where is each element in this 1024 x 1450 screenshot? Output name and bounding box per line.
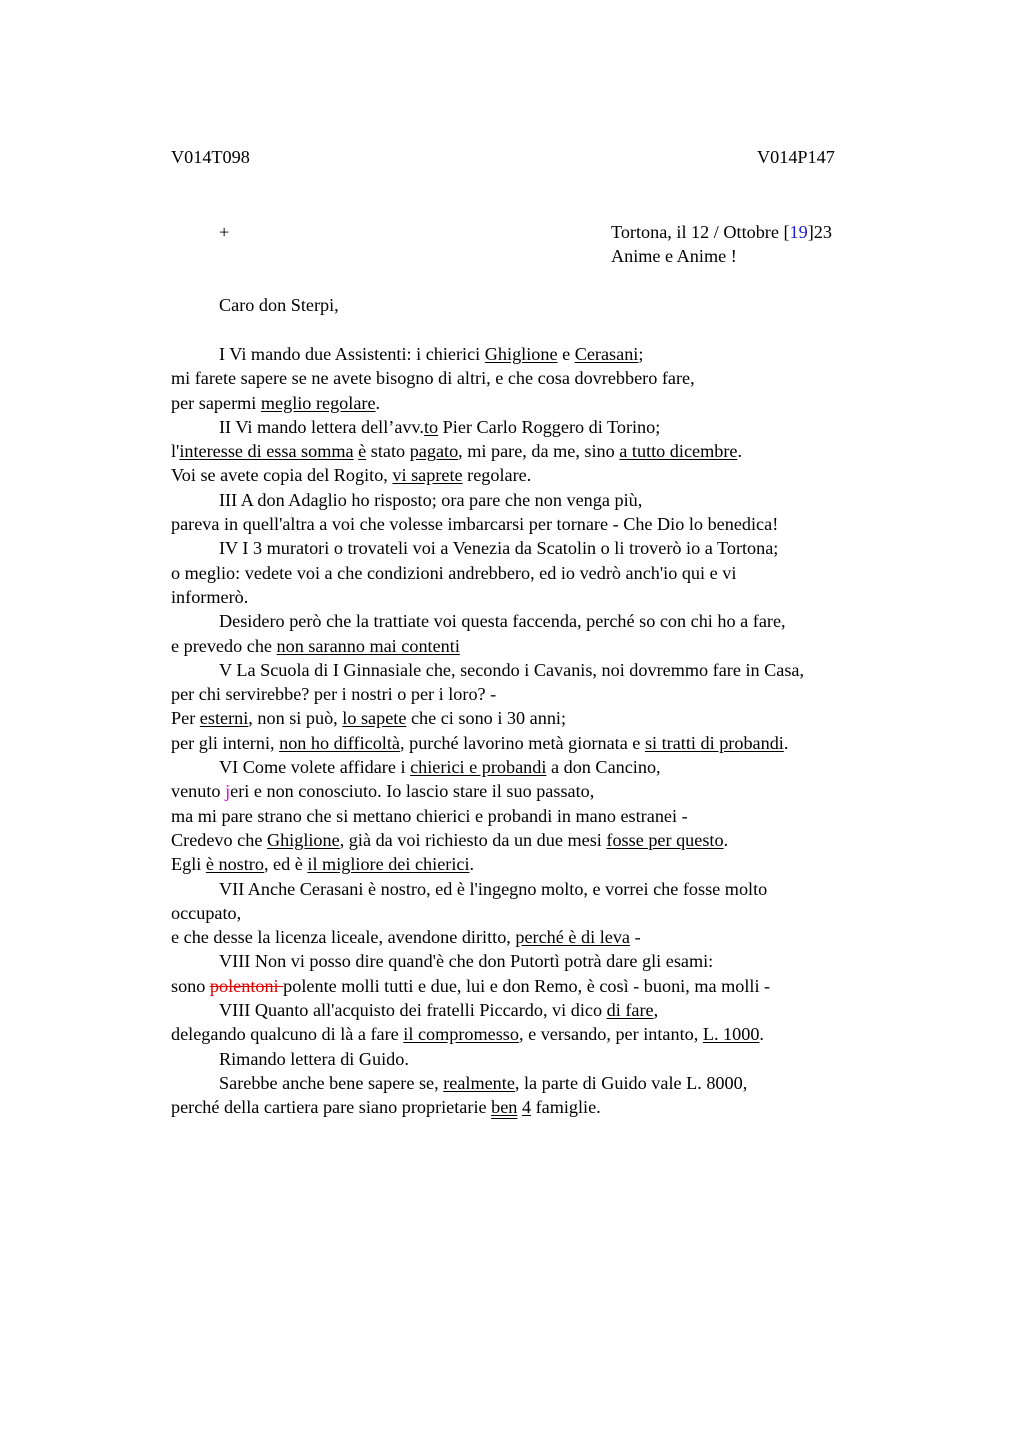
text-segment: eri e non conosciuto. Io lascio stare il suo passato, bbox=[230, 781, 595, 802]
underlined-text: realmente bbox=[443, 1072, 515, 1093]
text-segment: . bbox=[723, 829, 729, 850]
text-segment: , la parte di Guido vale L. 8000, bbox=[514, 1072, 748, 1093]
underlined-text: si tratti di probandi bbox=[644, 732, 784, 753]
text-segment: III A don Adaglio ho risposto; ora pare che non venga più, bbox=[219, 489, 643, 510]
text-segment: a don Cancino, bbox=[546, 757, 661, 778]
right-reference-code: V014P147 bbox=[757, 147, 835, 167]
text-segment: Pier Carlo Roggero di Torino; bbox=[438, 416, 661, 437]
text-segment: IV I 3 muratori o trovateli voi a Venezia da Scatolin o li troverò io a Tortona; bbox=[219, 538, 779, 559]
letter-line bbox=[171, 366, 931, 390]
date-year-editorial: 19 bbox=[789, 222, 808, 242]
text-segment: venuto bbox=[171, 781, 226, 802]
letter-line bbox=[171, 1071, 931, 1095]
underlined-text: chierici e probandi bbox=[410, 757, 547, 778]
text-segment: , purché lavorino metà giornata e bbox=[400, 732, 645, 753]
deleted-text: polentoni bbox=[209, 975, 284, 996]
underlined-text: perché è di leva bbox=[515, 927, 631, 948]
text-segment: ma mi pare strano che si mettano chierici e probandi in mano estranei - bbox=[171, 805, 688, 826]
underlined-text: il migliore dei chierici bbox=[307, 854, 470, 875]
text-segment: per chi servirebbe? per i nostri o per i loro? - bbox=[171, 684, 497, 705]
text-segment: , e versando, per intanto, bbox=[518, 1024, 703, 1045]
text-segment: informerò. bbox=[171, 586, 249, 607]
letter-line bbox=[171, 949, 931, 973]
text-segment: VIII Quanto all'acquisto dei fratelli Piccardo, vi dico bbox=[219, 1000, 607, 1021]
letter-line bbox=[171, 536, 931, 560]
text-segment: . bbox=[783, 732, 789, 753]
letter-line bbox=[171, 512, 931, 536]
underlined-text: di fare bbox=[606, 1000, 654, 1021]
underlined-text: è bbox=[358, 441, 367, 462]
text-segment: j bbox=[225, 781, 231, 802]
underlined-text: il compromesso bbox=[403, 1024, 519, 1045]
text-segment: sono bbox=[171, 975, 210, 996]
letter-line bbox=[171, 828, 931, 852]
letter-body bbox=[171, 342, 931, 1120]
underlined-text: meglio regolare bbox=[260, 392, 376, 413]
date-line bbox=[611, 220, 832, 244]
underlined-text: L. 1000 bbox=[702, 1024, 760, 1045]
letter-line bbox=[171, 1095, 931, 1119]
letter-line bbox=[171, 561, 931, 585]
text-segment: polente molli tutti e due, lui e don Remo, è così - buoni, ma molli - bbox=[283, 975, 771, 996]
letter-line bbox=[171, 925, 931, 949]
letter-line bbox=[171, 682, 931, 706]
motto: Anime e Anime ! bbox=[611, 246, 737, 266]
letter-line bbox=[171, 463, 931, 487]
text-segment: , mi pare, da me, sino bbox=[458, 441, 620, 462]
underlined-text: Cerasani bbox=[574, 344, 639, 364]
text-segment: famiglie. bbox=[531, 1097, 601, 1118]
text-segment: occupato, bbox=[171, 902, 242, 923]
text-segment: e prevedo che bbox=[171, 635, 277, 656]
cross-mark: + bbox=[219, 222, 230, 242]
text-segment: e che desse la licenza liceale, avendone diritto, bbox=[171, 927, 516, 948]
underlined-text: ben bbox=[491, 1097, 518, 1118]
letter-line bbox=[171, 804, 931, 828]
text-segment: Sarebbe anche bene sapere se, bbox=[219, 1072, 444, 1093]
text-segment: o meglio: vedete voi a che condizioni andrebbero, ed io vedrò anch'io qui e vi bbox=[171, 562, 737, 583]
underlined-text: 4 bbox=[521, 1097, 532, 1118]
letter-line bbox=[171, 852, 931, 876]
letter-line bbox=[171, 1047, 931, 1071]
underlined-text: esterni bbox=[199, 708, 249, 729]
letter-line bbox=[171, 779, 931, 803]
text-segment: Desidero però che la trattiate voi questa faccenda, perché so con chi ho a fare, bbox=[219, 611, 786, 632]
text-segment: per gli interni, bbox=[171, 732, 280, 753]
text-segment: VI Come volete affidare i bbox=[219, 757, 411, 778]
letter-line bbox=[171, 1022, 931, 1046]
text-segment: - bbox=[630, 927, 641, 948]
text-segment: . bbox=[469, 854, 475, 875]
text-segment: l' bbox=[171, 441, 180, 462]
letter-line bbox=[171, 585, 931, 609]
text-segment: Per bbox=[171, 708, 200, 729]
date-pre: Tortona, il 12 / Ottobre [ bbox=[611, 222, 790, 242]
text-segment: delegando qualcuno di là a fare bbox=[171, 1024, 404, 1045]
letter-line bbox=[171, 901, 931, 925]
text-segment: regolare. bbox=[462, 465, 532, 486]
letter-line bbox=[171, 488, 931, 512]
underlined-text: a tutto dicembre bbox=[619, 441, 738, 462]
text-segment: per sapermi bbox=[171, 392, 261, 413]
text-segment: ; bbox=[638, 344, 644, 364]
text-segment: , non si può, bbox=[248, 708, 343, 729]
underlined-text: fosse per questo bbox=[606, 829, 724, 850]
underlined-text: lo sapete bbox=[342, 708, 407, 729]
text-segment: che ci sono i 30 anni; bbox=[406, 708, 567, 729]
letter-line bbox=[171, 998, 931, 1022]
text-segment: II Vi mando lettera dell’avv. bbox=[219, 416, 424, 437]
text-segment: I Vi mando due Assistenti: i chierici bbox=[219, 344, 485, 364]
text-segment: , già da voi richiesto da un due mesi bbox=[339, 829, 607, 850]
text-segment: perché della cartiera pare siano proprietarie bbox=[171, 1097, 492, 1118]
letter-line bbox=[171, 877, 931, 901]
underlined-text: pagato bbox=[409, 441, 459, 462]
letter-line bbox=[171, 439, 931, 463]
underlined-text: non ho difficoltà bbox=[279, 732, 400, 753]
letter-line bbox=[171, 658, 931, 682]
text-segment: . bbox=[375, 392, 381, 413]
text-segment: . bbox=[737, 441, 743, 462]
letter-line bbox=[171, 634, 931, 658]
text-segment: VIII Non vi posso dire quand'è che don Putortì potrà dare gli esami: bbox=[219, 951, 714, 972]
letter-line bbox=[171, 342, 931, 366]
underlined-text: vi saprete bbox=[392, 465, 463, 486]
text-segment: Credevo che bbox=[171, 829, 267, 850]
underlined-text: interesse di essa somma bbox=[179, 441, 354, 462]
underlined-text: Ghiglione bbox=[484, 344, 558, 364]
text-segment: e bbox=[557, 344, 575, 364]
text-segment: V La Scuola di I Ginnasiale che, secondo i Cavanis, noi dovremmo fare in Casa, bbox=[219, 659, 805, 680]
letter-line bbox=[171, 609, 931, 633]
text-segment: Rimando lettera di Guido. bbox=[219, 1048, 409, 1069]
text-segment: , ed è bbox=[263, 854, 308, 875]
text-segment: Voi se avete copia del Rogito, bbox=[171, 465, 393, 486]
letter-line bbox=[171, 755, 931, 779]
text-segment: VII Anche Cerasani è nostro, ed è l'ingegno molto, e vorrei che fosse molto bbox=[219, 878, 768, 899]
text-segment: . bbox=[759, 1024, 764, 1045]
text-segment: , bbox=[653, 1000, 659, 1021]
letter-line bbox=[171, 974, 931, 998]
letter-line bbox=[171, 391, 931, 415]
date-post: ]23 bbox=[807, 222, 832, 242]
text-segment: Egli bbox=[171, 854, 206, 875]
letter-line bbox=[171, 731, 931, 755]
underlined-text: Ghiglione bbox=[266, 829, 340, 850]
letter-line bbox=[171, 415, 931, 439]
letter-line bbox=[171, 706, 931, 730]
text-segment: stato bbox=[366, 441, 410, 462]
left-reference-code: V014T098 bbox=[171, 147, 250, 167]
underlined-text: to bbox=[423, 416, 439, 437]
text-segment: pareva in quell'altra a voi che volesse imbarcarsi per tornare - Che Dio lo benedica! bbox=[171, 514, 779, 535]
text-segment: mi farete sapere se ne avete bisogno di altri, e che cosa dovrebbero fare, bbox=[171, 368, 695, 389]
underlined-text: non saranno mai contenti bbox=[276, 635, 460, 656]
salutation: Caro don Sterpi, bbox=[219, 295, 339, 315]
underlined-text: è nostro bbox=[205, 854, 264, 875]
